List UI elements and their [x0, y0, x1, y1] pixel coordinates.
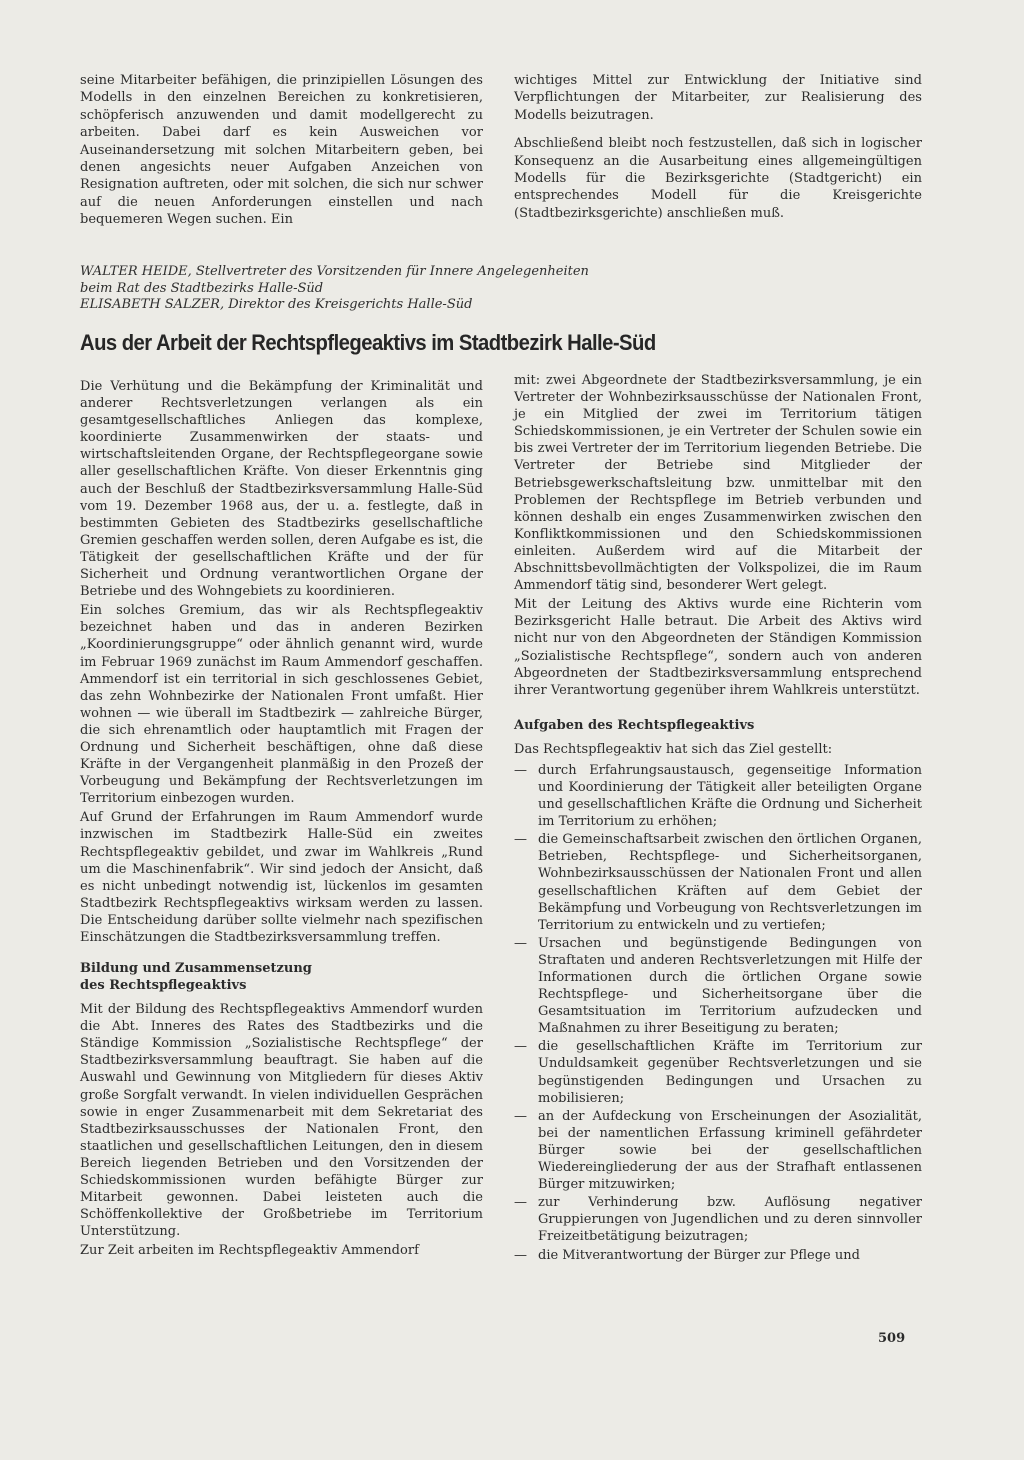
- dash-marker: —: [514, 762, 527, 778]
- subheading-bildung: [80, 960, 483, 994]
- author-line-1: WALTER HEIDE, Stellvertreter des Vorsitzenden für Innere Angelegenheiten: [80, 264, 589, 279]
- top-left-paragraph: seine Mitarbeiter befähigen, die prinzipiellen Lösungen des Modells in den einzelnen Bereichen zu konkretisieren, schöpferisch anzuwenden und damit modellgerecht zu arbeiten. Dabei darf es kein Ausweichen vor Auseinandersetzung mit solchen Mitarbeitern geben, bei denen angesichts neuer Aufgaben Anzeichen von Resignation auftreten, oder mit solchen, die sich nur schwer auf die neuen Anforderungen einstellen und nach bequemeren Wegen suchen. Ein: [80, 73, 483, 228]
- dash-marker: —: [514, 832, 527, 848]
- dash-marker: —: [514, 1247, 527, 1263]
- right-paragraph-1: mit: zwei Abgeordnete der Stadtbezirksversammlung, je ein Vertreter der Wohnbezirksausschüsse der Nationalen Front, je ein Mitglied der zwei im Territorium tätigen Schiedskommissionen, je ein Vertreter der Schulen sowie ein bis zwei Vertreter der im Territorium liegenden Betriebe. Die Vertreter der Betriebe sind Mitglieder der Betriebsgewerkschaftsleitung bzw. unmittelbar mit den Problemen der Rechtspflege im Betrieb verbunden und können deshalb ein enges Zusammenwirken zwischen den Konfliktkommissionen und den Schiedskommissionen einleiten. Außerdem wird auf die Mitarbeit der Abschnittsbevollmächtigten der Volkspolizei, die im Raum Ammendorf tätig sind, besonderer Wert gelegt.: [514, 373, 922, 594]
- page-number: 509: [878, 1331, 906, 1346]
- subheading-aufgaben: Aufgaben des Rechtspflegeaktivs: [514, 717, 755, 733]
- list-item-text: die Gemeinschaftsarbeit zwischen den örtlichen Organen, Betrieben, Rechtspflege- und Sicherheitsorganen, Wohnbezirksausschüssen der Nationalen Front und allen gesellschaftlichen Kräften auf dem Gebiet der Bekämpfung und Vorbeugung von Rechtsverletzungen im Territorium zu entwickeln und zu vertiefen;: [538, 832, 922, 933]
- list-item: [514, 831, 922, 934]
- list-item-text: die Mitverantwortung der Bürger zur Pflege und: [538, 1247, 860, 1263]
- right-intro: Das Rechtspflegeaktiv hat sich das Ziel gestellt:: [514, 741, 833, 757]
- dash-marker: —: [514, 1039, 527, 1055]
- list-item: [514, 1038, 922, 1106]
- subheading-bildung-line-1: Bildung und Zusammensetzung: [80, 961, 312, 977]
- list-item-text: die gesellschaftlichen Kräfte im Territorium zur Unduldsamkeit gegenüber Rechtsverletzungen und sie begünstigenden Bedingungen und Ursachen zu mobilisieren;: [538, 1039, 922, 1106]
- top-right-column: [514, 72, 922, 222]
- dash-marker: —: [514, 935, 527, 951]
- article-left-column: [80, 378, 483, 1260]
- task-list: [514, 762, 922, 1264]
- article-right-column: [514, 372, 922, 1264]
- left-paragraph-1: Die Verhütung und die Bekämpfung der Kriminalität und anderer Rechtsverletzungen verlangen als ein gesamtgesellschaftliches Anliegen das komplexe, koordinierte Zusammenwirken der staats- und wirtschaftsleitenden Organe, der Rechtspflegeorgane sowie aller gesellschaftlichen Kräfte. Von dieser Erkenntnis ging auch der Beschluß der Stadtbezirksversammlung Halle-Süd vom 19. Dezember 1968 aus, der u. a. festlegte, daß in bestimmten Gebieten des Stadtbezirks gesellschaftliche Gremien geschaffen werden sollen, deren Aufgabe es ist, die Tätigkeit der gesellschaftlichen Kräfte und der für Sicherheit und Ordnung verantwortlichen Organe der Betriebe und des Wohngebiets zu koordinieren.: [80, 379, 483, 600]
- left-paragraph-3: Auf Grund der Erfahrungen im Raum Ammendorf wurde inzwischen im Stadtbezirk Halle-Süd ein zweites Rechtspflegeaktiv gebildet, und zwar im Wahlkreis „Rund um die Maschinenfabrik“. Wir sind jedoch der Ansicht, daß es nicht unbedingt notwendig ist, lückenlos im gesamten Stadtbezirk Rechtspflegeaktivs wirksam werden zu lassen. Die Entscheidung darüber sollte vielmehr nach spezifischen Einschätzungen die Stadtbezirksversammlung treffen.: [80, 810, 483, 945]
- list-item: [514, 1194, 922, 1245]
- author-line-3: ELISABETH SALZER, Direktor des Kreisgerichts Halle-Süd: [80, 297, 473, 312]
- list-item-text: Ursachen und begünstigende Bedingungen von Straftaten und anderen Rechtsverletzungen mit Hilfe der Informationen durch die örtlichen Organe sowie Rechtspflege- und Sicherheitsorgane über die Gesamtsituation im Territorium aufzudecken und Maßnahmen zu ihrer Beseitigung zu beraten;: [538, 935, 922, 1037]
- dash-marker: —: [514, 1195, 527, 1211]
- author-block: [80, 264, 780, 314]
- right-paragraph-2: Mit der Leitung des Aktivs wurde eine Richterin vom Bezirksgericht Halle betraut. Die Arbeit des Aktivs wird nicht nur von den Abgeordneten der Ständigen Kommission „Sozialistische Rechtspflege“, sondern auch von anderen Abgeordneten der Stadtbezirksversammlung entsprechend ihrer Verantwortung gegenüber ihrem Wahlkreis unterstützt.: [514, 597, 922, 698]
- left-paragraph-4: Mit der Bildung des Rechtspflegeaktivs Ammendorf wurden die Abt. Inneres des Rates des Stadtbezirks und die Ständige Kommission „Sozialistische Rechtspflege“ der Stadtbezirksversammlung beauftragt. Sie haben auf die Auswahl und Gewinnung von Mitgliedern für dieses Aktiv große Sorgfalt verwandt. In vielen individuellen Gesprächen sowie in enger Zusammenarbeit mit dem Sekretariat des Stadtbezirksausschusses der Nationalen Front, den staatlichen und gesellschaftlichen Leitungen, den in diesem Bereich liegenden Betrieben und den Vorsitzenden der Schiedskommissionen wurden befähigte Bürger zur Mitarbeit gewonnen. Dabei leisteten auch die Schöffenkollektive der Großbetriebe im Territorium Unterstützung.: [80, 1002, 483, 1240]
- list-item-text: zur Verhinderung bzw. Auflösung negativer Gruppierungen von Jugendlichen und zu deren sinnvoller Freizeitbetätigung beizutragen;: [538, 1195, 922, 1245]
- left-paragraph-2: Ein solches Gremium, das wir als Rechtspflegeaktiv bezeichnet haben und das in anderen Bezirken „Koordinierungsgruppe“ oder ähnlich genannt wird, wurde im Februar 1969 zunächst im Raum Ammendorf geschaffen. Ammendorf ist ein territorial in sich geschlossenes Gebiet, das zehn Wohnbezirke der Nationalen Front umfaßt. Hier wohnen — wie überall im Stadtbezirk — zahlreiche Bürger, die sich ehrenamtlich oder hauptamtlich mit Fragen der Ordnung und Sicherheit beschäftigen, ohne daß diese Kräfte in der Vergangenheit planmäßig in den Prozeß der Vorbeugung und Bekämpfung der Rechtsverletzungen im Territorium einbezogen wurden.: [80, 603, 483, 807]
- list-item: [514, 762, 922, 830]
- left-paragraph-5: Zur Zeit arbeiten im Rechtspflegeaktiv Ammendorf: [80, 1243, 419, 1259]
- author-line-2: beim Rat des Stadtbezirks Halle-Süd: [80, 280, 324, 296]
- dash-marker: —: [514, 1108, 527, 1124]
- top-right-paragraph-1: wichtiges Mittel zur Entwicklung der Initiative sind Verpflichtungen der Mitarbeiter, zur Realisierung des Modells beizutragen.: [514, 73, 922, 123]
- top-left-column: [80, 72, 483, 229]
- list-item-text: durch Erfahrungsaustausch, gegenseitige Information und Koordinierung der Tätigkeit aller beteiligten Organe und gesellschaftlichen Kräfte die Ordnung und Sicherheit im Territorium zu erhöhen;: [538, 762, 922, 830]
- list-item: [514, 1108, 922, 1193]
- subheading-bildung-line-2: des Rechtspflegeaktivs: [80, 978, 247, 994]
- list-item: [514, 1247, 922, 1264]
- list-item: [514, 935, 922, 1038]
- top-right-paragraph-2: Abschließend bleibt noch festzustellen, daß sich in logischer Konsequenz an die Ausarbeitung eines allgemeingültigen Modells für die Bezirksgerichte (Stadtgericht) ein entsprechendes Modell für die Kreisgerichte (Stadtbezirksgerichte) anschließen muß.: [514, 136, 922, 221]
- article-title: Aus der Arbeit der Rechtspflegeaktivs im Stadtbezirk Halle-Süd: [80, 330, 656, 355]
- list-item-text: an der Aufdeckung von Erscheinungen der Asozialität, bei der namentlichen Erfassung kriminell gefährdeter Bürger sowie bei der gesellschaftlichen Wiedereingliederung der aus der Strafhaft entlassenen Bürger mitzuwirken;: [538, 1108, 922, 1193]
